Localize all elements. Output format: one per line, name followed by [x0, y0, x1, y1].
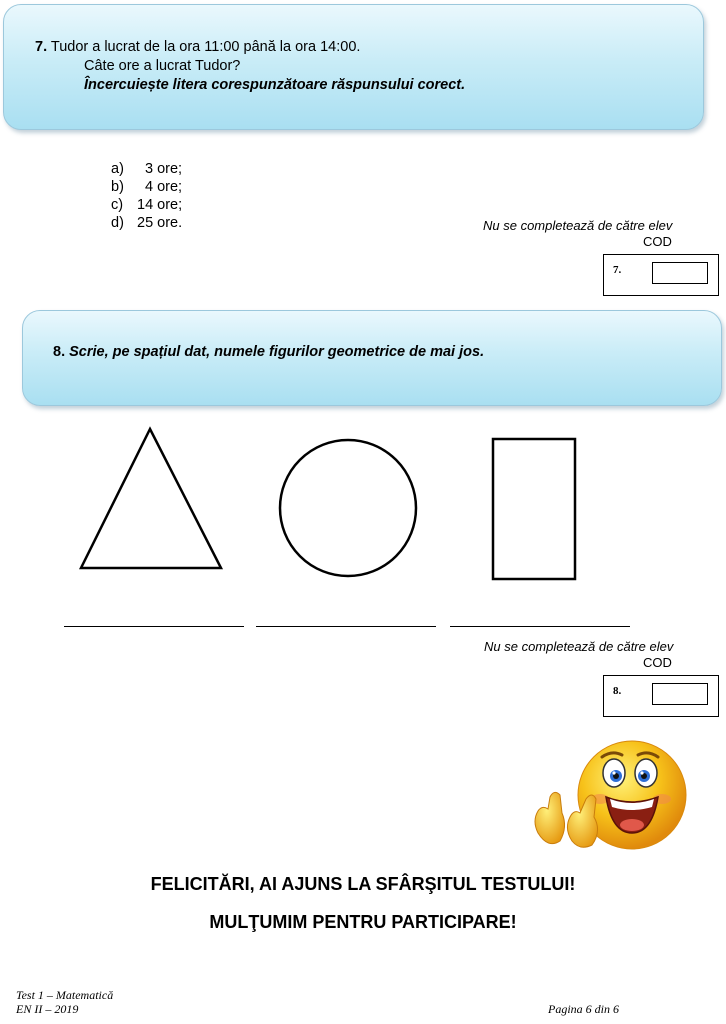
q8-teacher-note: Nu se completează de către elev: [484, 639, 674, 654]
question-7-number: 7.: [35, 39, 48, 55]
q8-code-box: [603, 675, 719, 717]
footer-exam-year: EN II – 2019: [16, 1002, 79, 1016]
q7-teacher-note: Nu se completează de către elev: [483, 218, 673, 233]
q7-code-number: 7.: [613, 264, 622, 276]
triangle-shape: [81, 429, 221, 568]
footer-page-number: Pagina 6 din 6: [548, 1002, 619, 1016]
answer-letter[interactable]: b): [111, 179, 124, 195]
question-7-question: Câte ore a lucrat Tudor?: [84, 58, 241, 74]
footer-test-name: Test 1 – Matematică: [16, 988, 114, 1002]
question-8-instruction: Scrie, pe spațiul dat, numele figurilor geometrice de mai jos.: [69, 344, 485, 360]
question-7-statement: Tudor a lucrat de la ora 11:00 până la ora 14:00.: [50, 39, 361, 55]
question-7-instruction: Încercuiește litera corespunzătoare răspunsului corect.: [84, 77, 466, 93]
answer-value: 4 ore;: [145, 179, 183, 195]
circle-shape: [280, 440, 416, 576]
q8-code-field[interactable]: [652, 683, 708, 705]
answer-blank-circle[interactable]: [256, 626, 436, 627]
q8-cod-label: COD: [643, 655, 672, 670]
closing-thanks: MULŢUMIM PENTRU PARTICIPARE!: [209, 912, 517, 932]
answer-value: 14 ore;: [137, 197, 183, 213]
answer-letter[interactable]: a): [111, 161, 124, 177]
footer-test-info: [16, 988, 113, 1016]
answer-blank-triangle[interactable]: [64, 626, 244, 627]
answer-letter[interactable]: d): [111, 215, 124, 231]
q7-cod-label: COD: [643, 234, 672, 249]
q8-code-number: 8.: [613, 685, 622, 697]
rectangle-shape: [493, 439, 575, 579]
answer-value: 25 ore.: [137, 215, 183, 231]
smiley-emoji-icon: [528, 737, 690, 851]
closing-congratulations: FELICITĂRI, AI AJUNS LA SFÂRŞITUL TESTULUI!: [150, 874, 576, 894]
answer-value: 3 ore;: [145, 161, 183, 177]
answer-letter[interactable]: c): [111, 197, 124, 213]
answer-blank-rectangle[interactable]: [450, 626, 630, 627]
question-8-number: 8.: [53, 344, 66, 360]
